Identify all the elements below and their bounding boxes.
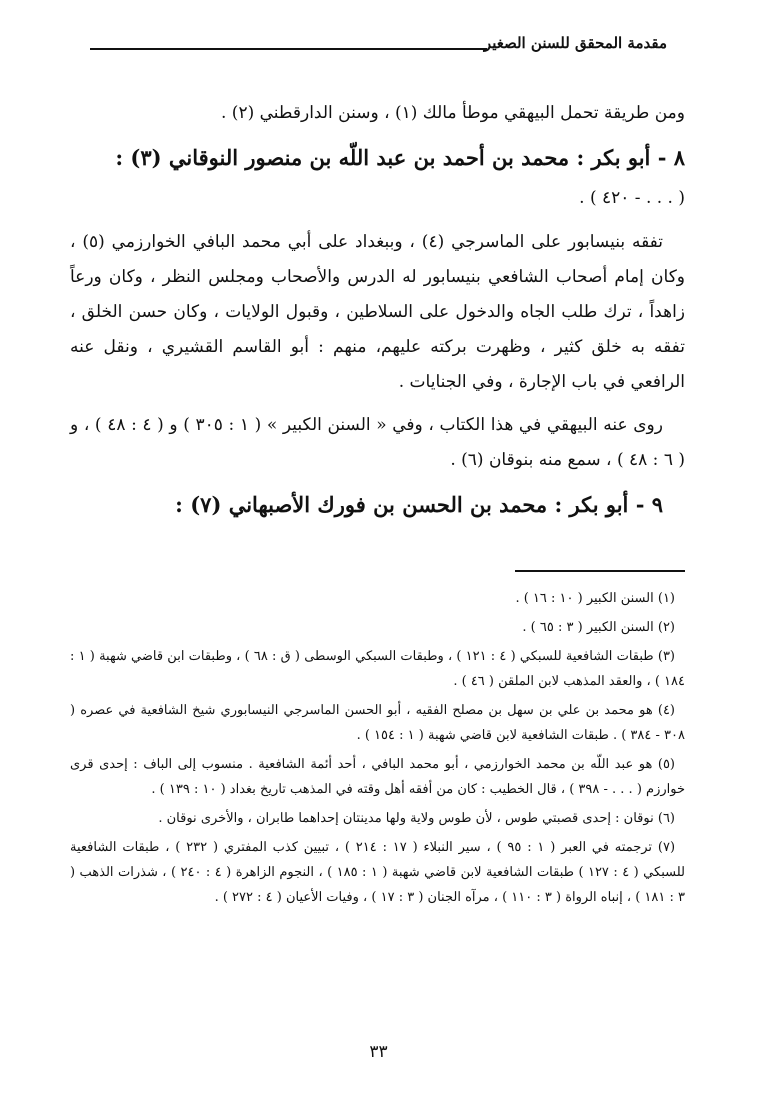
main-text [70,96,685,530]
footnote-5: (٥) هو عبد اللّه بن محمد الخوارزمي ، أبو محمد البافي ، أحد أئمة الشافعية . منسوب إلى الباف : إحدى قرى خوارزم ( . . . - ٣٩٨ ) ، قال الخطيب : كان من أفقه أهل وقته في المذهب تاريخ بغداد ( ١٠ : ١٣٩ ) . [70,757,685,797]
header-rule [90,48,487,50]
page-number: ٣٣ [369,1042,388,1062]
entry-8-biography: تفقه بنيسابور على الماسرجي (٤) ، وببغداد على أبي محمد البافي الخوارزمي (٥) ، وكان إمام أصحاب الشافعي بنيسابور له الدرس والأصحاب ومجلس النظر ، وكان ورعاً زاهداً ، ترك طلب الجاه والدخول على السلاطين ، وقبول الولايات ، وكان حسن الخلق ، تفقه به خلق كثير ، وظهرت بركته عليهم، منهم : أبو القاسم القشيري ، ونقل عنه الرافعي في باب الإجارة ، وفي الجنايات . [70,232,685,392]
footnote-6: (٦) نوقان : إحدى قصبتي طوس ، لأن طوس ولاية ولها مدينتان إحداهما طابران ، والأخرى نوقان . [158,811,675,826]
page-header [90,34,667,58]
entry-8-heading: ٨ - أبو بكر : محمد بن أحمد بن عبد اللّه بن منصور النوقاني (٣) : [115,145,685,170]
footnote-2: (٢) السنن الكبير ( ٣ : ٦٥ ) . [522,620,675,635]
footnote-1: (١) السنن الكبير ( ١٠ : ١٦ ) . [515,591,675,606]
footnote-4: (٤) هو محمد بن علي بن سهل بن مصلح الفقيه ، أبو الحسن الماسرجي النيسابوري شيخ الشافعية في عصره ( ٣٠٨ - ٣٨٤ ) . طبقات الشافعية لابن قاضي شهبة ( ١ : ١٥٤ ) . [70,703,685,743]
entry-8-narration: روى عنه البيهقي في هذا الكتاب ، وفي « السنن الكبير » ( ١ : ٣٠٥ ) و ( ٤ : ٤٨ ) ، و ( ٦ : ٤٨ ) ، سمع منه بنوقان (٦) . [70,415,685,470]
running-title: مقدمة المحقق للسنن الصغير [483,34,667,52]
footnote-3: (٣) طبقات الشافعية للسبكي ( ٤ : ١٢١ ) ، وطبقات السبكي الوسطى ( ق : ٦٨ ) ، وطبقات ابن قاضي شهبة ( ١ : ١٨٤ ) ، والعقد المذهب لابن الملقن ( ٤٦ ) . [70,649,685,689]
entry-8-dates: ( . . . - ٤٢٠ ) . [579,188,685,208]
footnote-7: (٧) ترجمته في العبر ( ١ : ٩٥ ) ، سير النبلاء ( ١٧ : ٢١٤ ) ، تبيين كذب المفتري ( ٢٣٢ ) ، طبقات الشافعية للسبكي ( ٤ : ١٢٧ ) طبقات الشافعية لابن قاضي شهبة ( ١ : ١٨٥ ) ، النجوم الزاهرة ( ٤ : ٢٤٠ ) ، شذرات الذهب ( ٣ : ١٨١ ) ، إنباه الرواة ( ٣ : ١١٠ ) ، مرآه الجنان ( ٣ : ١٧ ) ، وفيات الأعيان ( ٤ : ٢٧٢ ) . [70,840,685,905]
footnotes [70,586,685,914]
entry-9-heading: ٩ - أبو بكر : محمد بن الحسن بن فورك الأصبهاني (٧) : [175,492,663,517]
footnote-rule [515,570,685,572]
intro-paragraph: ومن طريقة تحمل البيهقي موطأ مالك (١) ، وسنن الدارقطني (٢) . [221,103,685,123]
